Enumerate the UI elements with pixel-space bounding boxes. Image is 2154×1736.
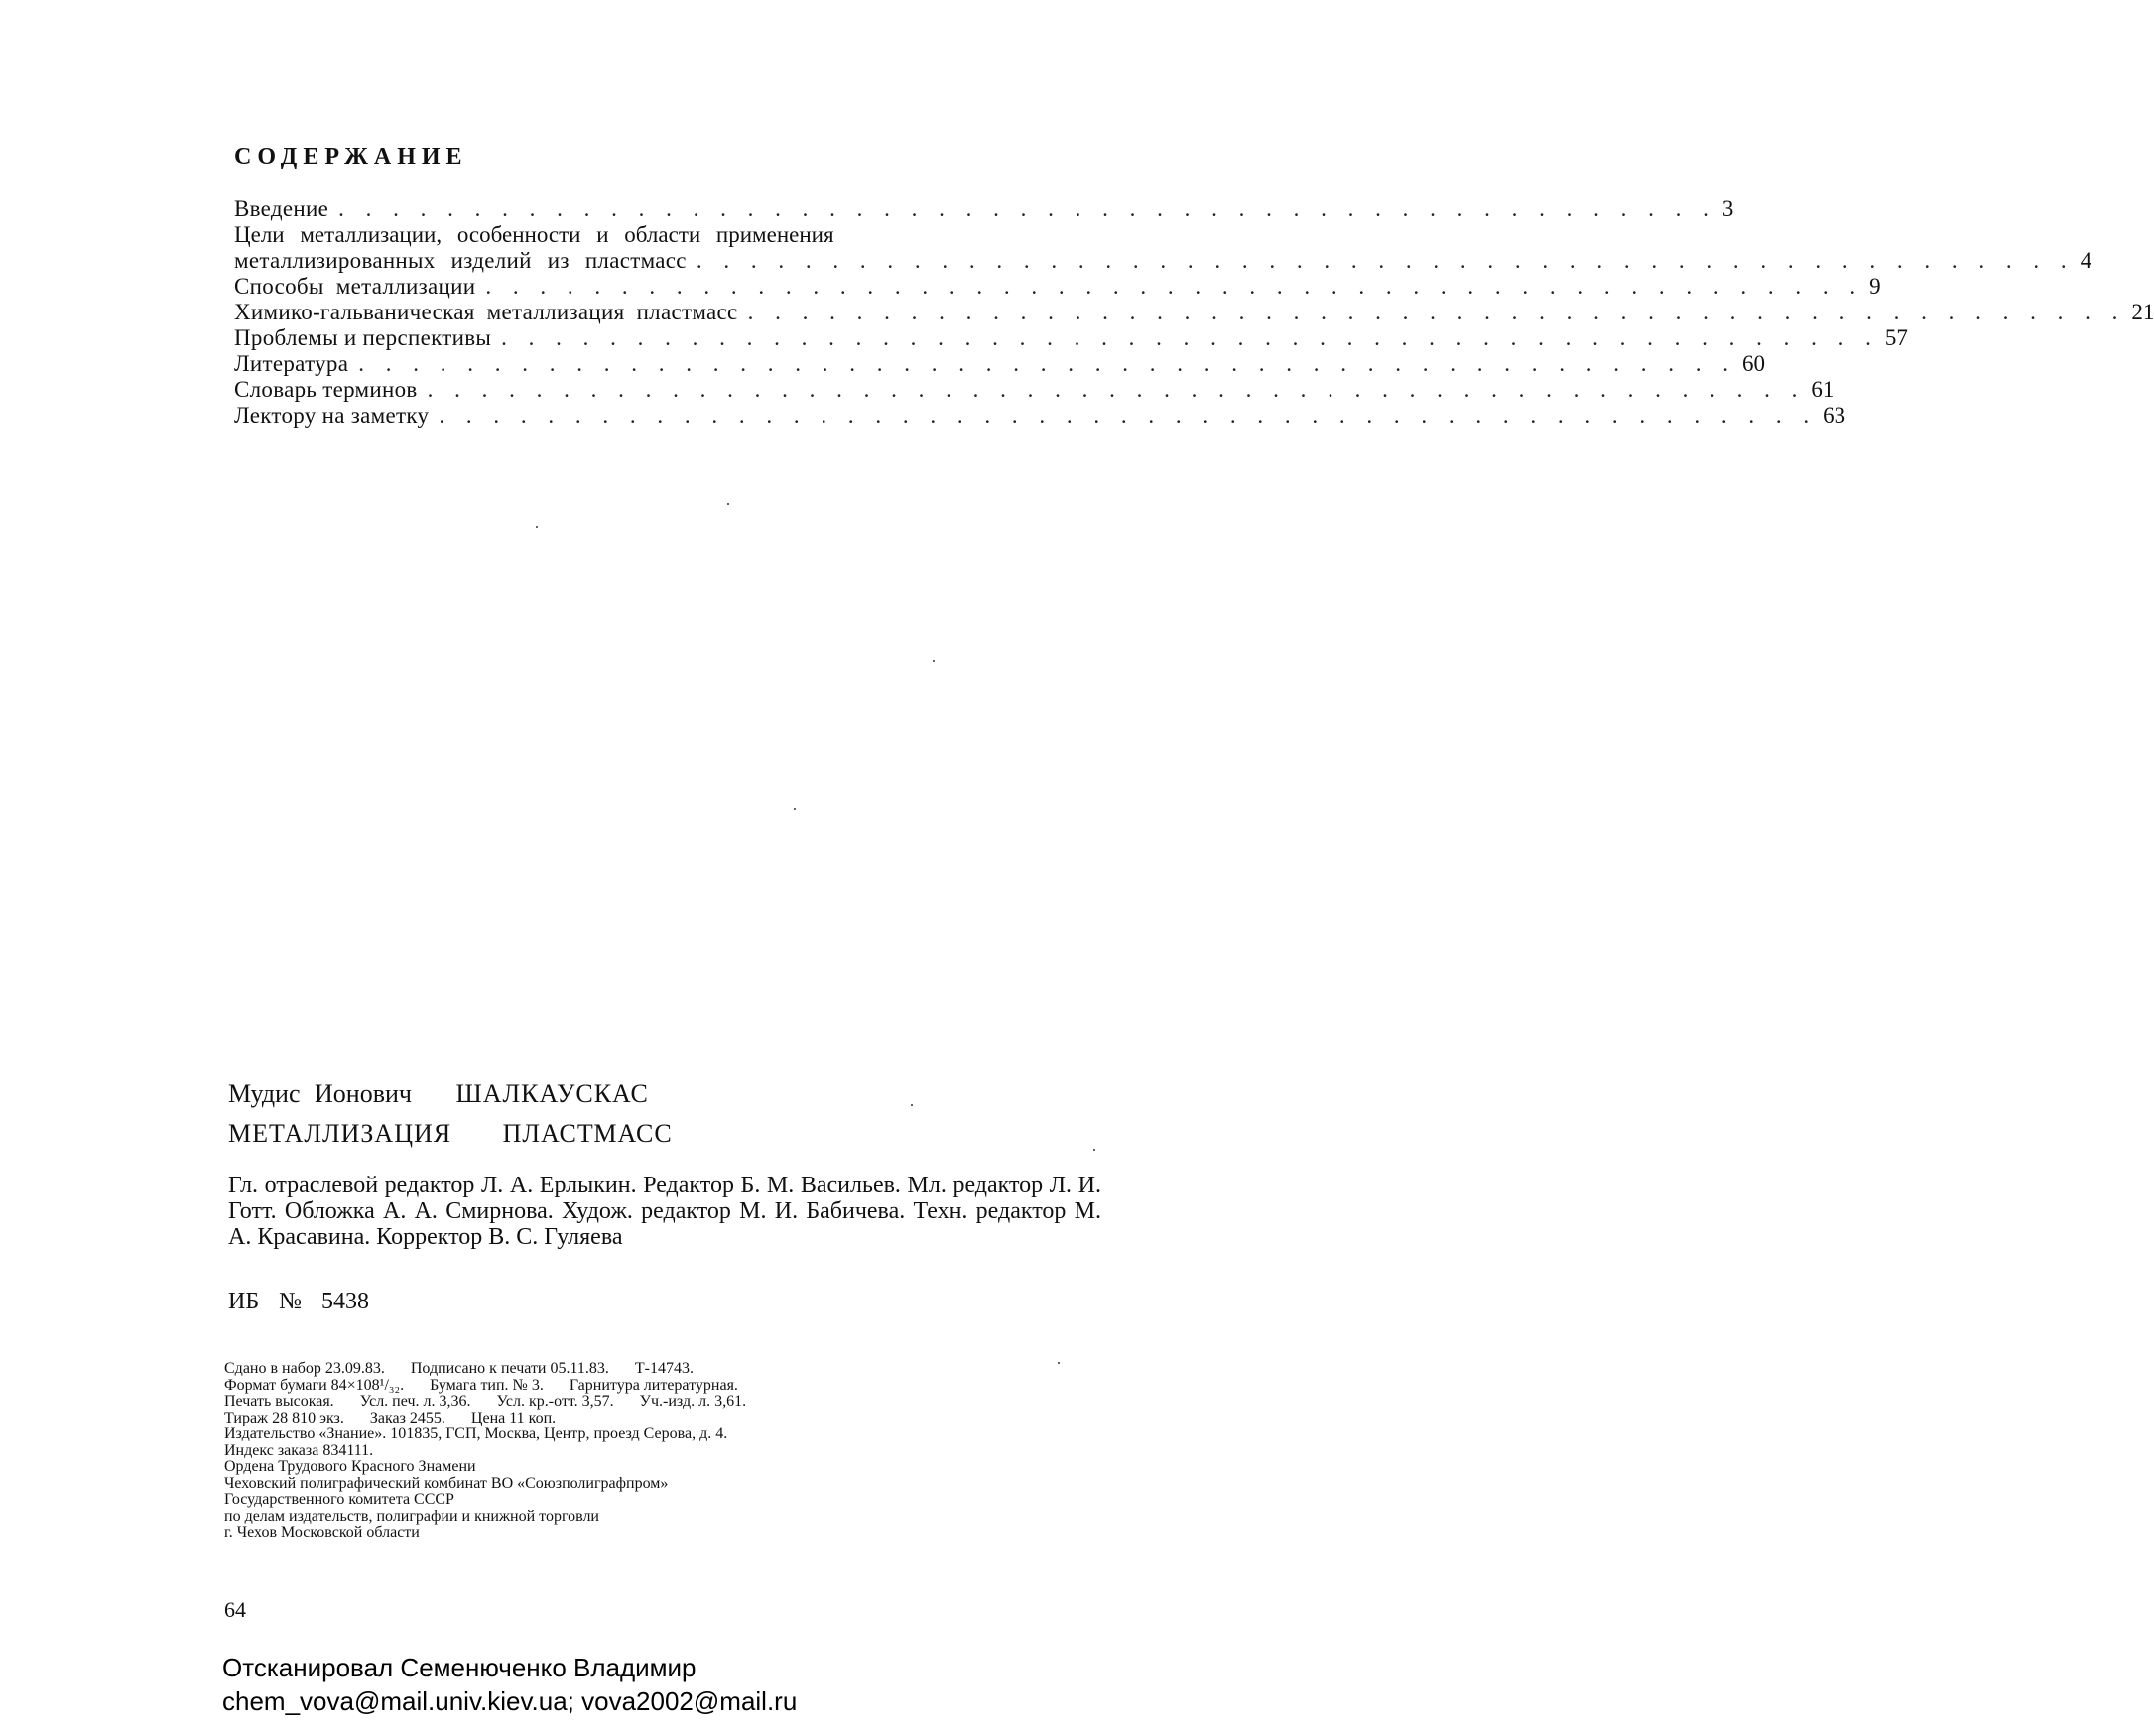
scanner-emails: chem_vova@mail.univ.kiev.ua; vova2002@mail.ru <box>222 1686 798 1716</box>
imprint-line: Издательство «Знание». 101835, ГСП, Москва, Центр, проезд Серова, д. 4. <box>224 1426 728 1442</box>
imprint-block <box>224 1361 1117 1542</box>
imprint-item: Усл. кр.-отт. 3,57. <box>496 1393 614 1410</box>
scan-speck <box>536 526 538 528</box>
toc-entry-label: Лектору на заметку <box>234 403 430 428</box>
toc-entry-label: металлизированных изделий из пластмасс <box>234 248 687 273</box>
imprint-line <box>224 1394 1117 1411</box>
toc-entry-label: Проблемы и перспективы <box>234 325 492 350</box>
toc-leader: . . . . . . . . . . . . . . . . . . . . . . . . . . . . . . . . . . . . . . . . . . . . . . . . . . . <box>501 325 1879 350</box>
toc-entry <box>234 196 1734 222</box>
toc-entry-label: Литература <box>234 351 349 376</box>
table-of-contents <box>234 196 2154 429</box>
toc-entry-label: Введение <box>234 196 329 221</box>
scan-speck <box>911 1104 913 1106</box>
toc-entry-label: Цели металлизации, особенности и области применения <box>234 222 834 247</box>
toc-entry-label: Химико-гальваническая металлизация пластмасс <box>234 300 738 324</box>
imprint-item: Печать высокая. <box>224 1393 334 1410</box>
imprint-item: Усл. печ. л. 3,36. <box>359 1393 471 1410</box>
imprint-line: Государственного комитета СССР <box>224 1491 454 1508</box>
imprint-item: Формат бумаги 84×108¹/₃₂. <box>224 1376 405 1394</box>
imprint-item: Заказ 2455. <box>369 1409 445 1426</box>
imprint-item: Бумага тип. № 3. <box>430 1376 544 1394</box>
toc-leader: . . . . . . . . . . . . . . . . . . . . . . . . . . . . . . . . . . . . . . . . . . . . . . . . . . . <box>485 274 1864 299</box>
book-title-part: ПЛАСТМАСС <box>502 1119 673 1148</box>
toc-entry-page: 60 <box>1742 351 1765 376</box>
ib-number: ИБ № 5438 <box>228 1289 370 1314</box>
toc-leader: . . . . . . . . . . . . . . . . . . . . . . . . . . . . . . . . . . . . . . . . . . . . . . . . . . . <box>439 403 1818 428</box>
toc-title: СОДЕРЖАНИЕ <box>234 144 468 170</box>
imprint-line <box>224 1411 1117 1427</box>
author-name: Мудис Ионович <box>228 1079 412 1108</box>
scan-speck <box>1093 1149 1095 1151</box>
book-title <box>228 1119 673 1149</box>
imprint-line <box>224 1361 1117 1378</box>
imprint-item: Подписано к печати 05.11.83. <box>410 1360 609 1377</box>
toc-leader: . . . . . . . . . . . . . . . . . . . . . . . . . . . . . . . . . . . . . . . . . . . . . . . . . . . <box>427 377 1806 402</box>
imprint-item: Гарнитура литературная. <box>569 1376 738 1394</box>
page-number: 64 <box>224 1597 246 1622</box>
toc-entry-page: 9 <box>1869 274 1881 299</box>
imprint-line: Чеховский полиграфический комбинат ВО «Союзполиграфпром» <box>224 1474 669 1492</box>
toc-entry <box>234 377 1835 403</box>
toc-entry-page: 57 <box>1884 325 1908 350</box>
toc-entry-page: 3 <box>1721 196 1734 221</box>
scan-speck <box>933 660 935 662</box>
scanner-note <box>222 1651 797 1718</box>
imprint-line: г. Чехов Московской области <box>224 1524 420 1541</box>
imprint-line <box>224 1378 1117 1395</box>
imprint-line: Ордена Трудового Красного Знамени <box>224 1458 476 1475</box>
toc-entry <box>234 403 1846 429</box>
scan-speck <box>727 503 729 505</box>
toc-entry-label: Способы металлизации <box>234 274 476 299</box>
toc-entry <box>234 274 1881 300</box>
imprint-line: по делам издательств, полиграфии и книжной торговли <box>224 1507 599 1525</box>
toc-entry <box>234 300 2154 325</box>
scanner-name: Отсканировал Семенюченко Владимир <box>222 1653 697 1682</box>
toc-entry-page: 21 <box>2131 300 2154 324</box>
author-surname: ШАЛКАУСКАС <box>455 1079 649 1108</box>
scan-speck <box>794 808 796 810</box>
toc-entry <box>234 222 1099 248</box>
imprint-item: Цена 11 коп. <box>470 1409 557 1426</box>
imprint-item: Уч.-изд. л. 3,61. <box>639 1393 747 1410</box>
toc-entry <box>234 248 2092 274</box>
toc-entry-label: Словарь терминов <box>234 377 418 402</box>
imprint-line: Индекс заказа 834111. <box>224 1441 374 1459</box>
imprint-item: Сдано в набор 23.09.83. <box>224 1360 385 1377</box>
imprint-item: Т-14743. <box>634 1360 695 1377</box>
toc-entry-page: 63 <box>1823 403 1846 428</box>
toc-entry <box>234 351 1765 377</box>
toc-leader: . . . . . . . . . . . . . . . . . . . . . . . . . . . . . . . . . . . . . . . . . . . . . . . . . . . <box>747 300 2126 324</box>
toc-entry-page: 4 <box>2080 248 2092 273</box>
toc-leader: . . . . . . . . . . . . . . . . . . . . . . . . . . . . . . . . . . . . . . . . . . . . . . . . . . . <box>338 196 1716 221</box>
author-line <box>228 1079 649 1109</box>
imprint-item: Тираж 28 810 экз. <box>224 1409 344 1426</box>
book-title-part: МЕТАЛЛИЗАЦИЯ <box>228 1119 452 1148</box>
toc-entry-page: 61 <box>1811 377 1835 402</box>
editorial-credits: Гл. отраслевой редактор Л. А. Ерлыкин. Редактор Б. М. Васильев. Мл. редактор Л. И. Готт. Обложка А. А. Смирнова. Худож. редактор М. И. Бабичева. Техн. редактор М. А. Красавина. Корректор В. С. Гуляева <box>228 1173 1101 1250</box>
toc-leader: . . . . . . . . . . . . . . . . . . . . . . . . . . . . . . . . . . . . . . . . . . . . . . . . . . . <box>358 351 1736 376</box>
toc-entry <box>234 325 1908 351</box>
toc-leader: . . . . . . . . . . . . . . . . . . . . . . . . . . . . . . . . . . . . . . . . . . . . . . . . . . . <box>696 248 2075 273</box>
